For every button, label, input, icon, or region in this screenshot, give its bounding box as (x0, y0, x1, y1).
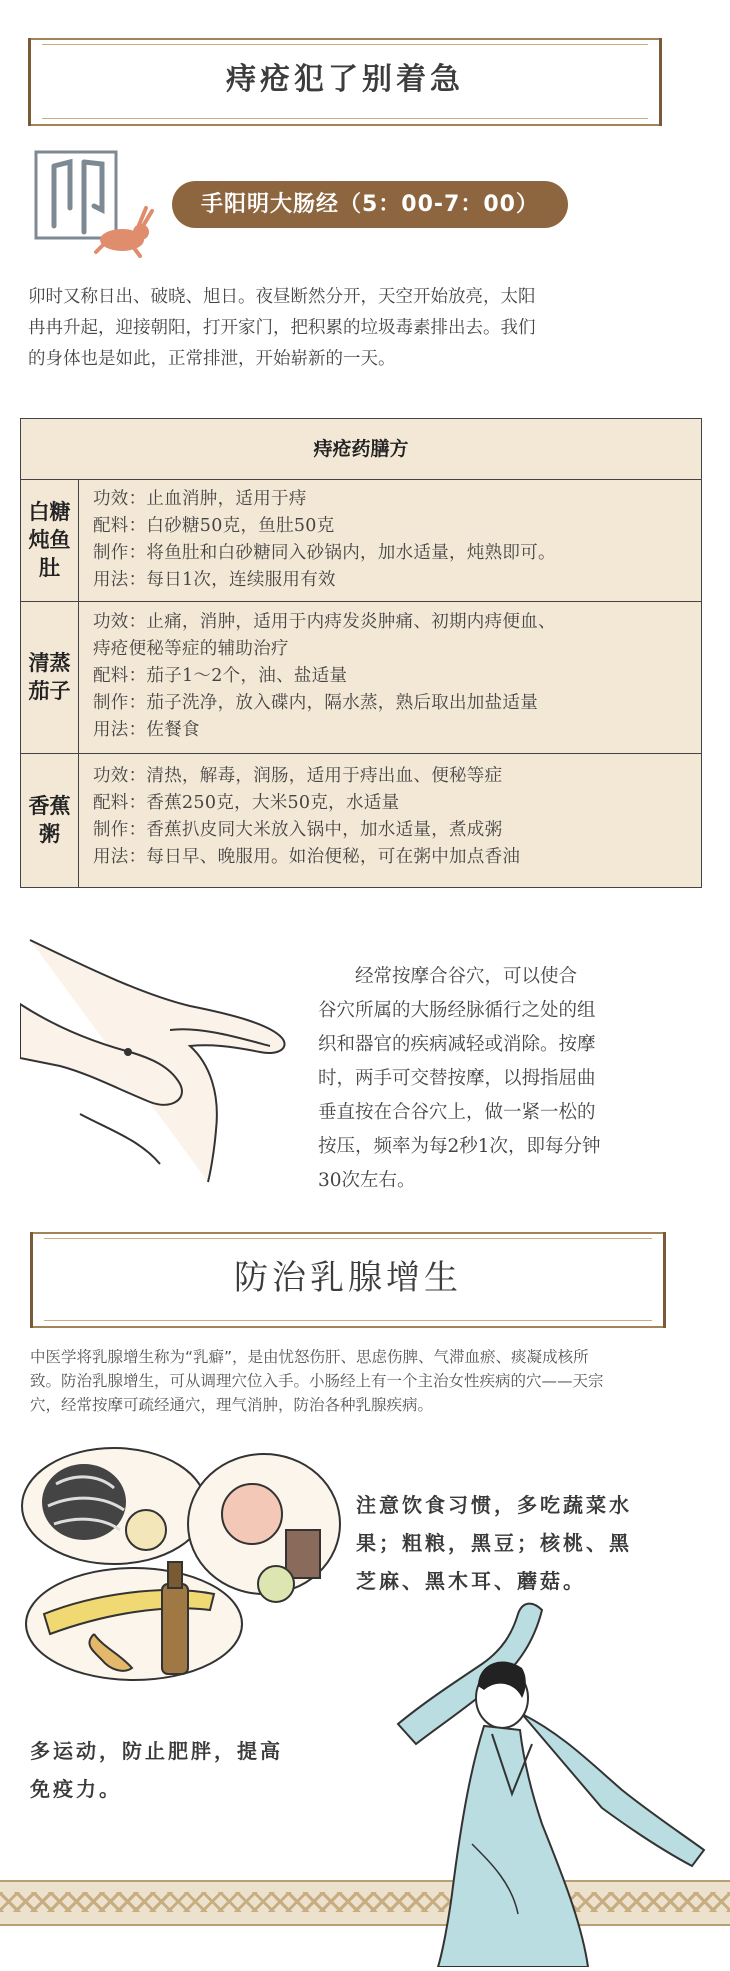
diet-tip (356, 1486, 716, 1600)
recipe-details (93, 486, 693, 594)
recipe-line: 配料：茄子1～2个，油、盐适量 (93, 666, 348, 686)
recipe-details (93, 763, 693, 871)
dancer-illustration (392, 1594, 712, 1967)
frame-line (42, 44, 648, 45)
diet-line: 芝麻、黑木耳、蘑菇。 (356, 1569, 586, 1593)
mastitis-note (30, 1345, 710, 1417)
recipe-line: 制作：茄子洗净，放入碟内，隔水蒸，熟后取出加盐适量 (93, 693, 538, 713)
recipe-table (20, 418, 702, 888)
recipe-line: 配料：白砂糖50克，鱼肚50克 (93, 516, 335, 536)
table-row (21, 753, 701, 887)
diet-line: 注意饮食习惯，多吃蔬菜水 (356, 1493, 632, 1517)
food-plates-illustration (14, 1444, 344, 1684)
hand-massage-illustration (20, 934, 310, 1184)
table-row (21, 601, 701, 754)
recipe-name (21, 753, 79, 887)
massage-line: 垂直按在合谷穴上，做一紧一松的 (318, 1102, 596, 1123)
massage-paragraph (318, 960, 713, 1198)
title-frame-2 (30, 1226, 666, 1332)
table-row (21, 479, 701, 602)
massage-line: 30次左右。 (318, 1170, 416, 1191)
note-line: 中医学将乳腺增生称为“乳癖”，是由忧怒伤肝、思虑伤脾、气滞血瘀、痰凝成核所 (30, 1348, 589, 1366)
note-line: 穴，经常按摩可疏经通穴，理气消肿，防治各种乳腺疾病。 (30, 1396, 434, 1414)
frame-line (42, 118, 648, 119)
frame-line (28, 38, 662, 40)
recipe-line: 功效：清热，解毒，润肠，适用于痔出血、便秘等症 (93, 766, 503, 786)
intro-line: 冉冉升起，迎接朝阳，打开家门，把积累的垃圾毒素排出去。我们 (28, 318, 536, 338)
recipe-line: 功效：止痛，消肿，适用于内痔发炎肿痛、初期内痔便血、 (93, 612, 556, 632)
massage-line: 经常按摩合谷穴，可以使合 (318, 966, 578, 987)
massage-line: 按压，频率为每2秒1次，即每分钟 (318, 1136, 601, 1157)
massage-line: 时，两手可交替按摩，以拇指屈曲 (318, 1068, 596, 1089)
massage-line: 织和器官的疾病减轻或消除。按摩 (318, 1034, 596, 1055)
recipe-line: 制作：将鱼肚和白砂糖同入砂锅内，加水适量，炖熟即可。 (93, 543, 556, 563)
intro-line: 的身体也是如此，正常排泄，开始崭新的一天。 (28, 349, 396, 369)
intro-line: 卯时又称日出、破晓、旭日。夜昼断然分开，天空开始放亮，太阳 (28, 287, 536, 307)
frame-line (30, 1232, 666, 1234)
recipe-line: 制作：香蕉扒皮同大米放入锅中，加水适量，煮成粥 (93, 820, 503, 840)
frame-line (28, 124, 662, 126)
frame-line (44, 1320, 652, 1321)
recipe-line: 痔疮便秘等症的辅助治疗 (93, 639, 289, 659)
recipe-name (21, 479, 79, 601)
recipe-name-text: 清蒸茄子 (28, 651, 71, 703)
exercise-line: 多运动，防止肥胖，提高 (30, 1739, 283, 1763)
recipe-line: 用法：每日早、晚服用。如治便秘，可在粥中加点香油 (93, 847, 521, 867)
frame-line (44, 1238, 652, 1239)
exercise-tip (30, 1732, 360, 1808)
section-title: 防治乳腺增生 (234, 1258, 462, 1298)
exercise-line: 免疫力。 (30, 1777, 122, 1801)
section-title: 痔疮犯了别着急 (226, 62, 464, 97)
recipe-line: 配料：香蕉250克，大米50克，水适量 (93, 793, 400, 813)
massage-line: 谷穴所属的大肠经脉循行之处的组 (318, 1000, 596, 1021)
meridian-badge: 手阳明大肠经（5：00-7：00） (172, 181, 568, 228)
note-line: 致。防治乳腺增生，可从调理穴位入手。小肠经上有一个主治女性疾病的穴——天宗 (30, 1372, 604, 1390)
rabbit-seal-icon (26, 148, 156, 260)
recipe-line: 用法：每日1次，连续服用有效 (93, 570, 336, 590)
table-title: 痔疮药膳方 (21, 419, 701, 480)
recipe-details (93, 609, 693, 744)
recipe-name (21, 601, 79, 753)
recipe-line: 功效：止血消肿，适用于痔 (93, 489, 307, 509)
intro-paragraph (28, 282, 708, 375)
title-frame-1 (28, 32, 662, 128)
recipe-name-text: 香蕉粥 (28, 794, 71, 846)
recipe-name-text: 白糖炖鱼肚 (28, 500, 71, 580)
recipe-line: 用法：佐餐食 (93, 720, 200, 740)
diet-line: 果；粗粮，黑豆；核桃、黑 (356, 1531, 632, 1555)
frame-line (30, 1326, 666, 1328)
